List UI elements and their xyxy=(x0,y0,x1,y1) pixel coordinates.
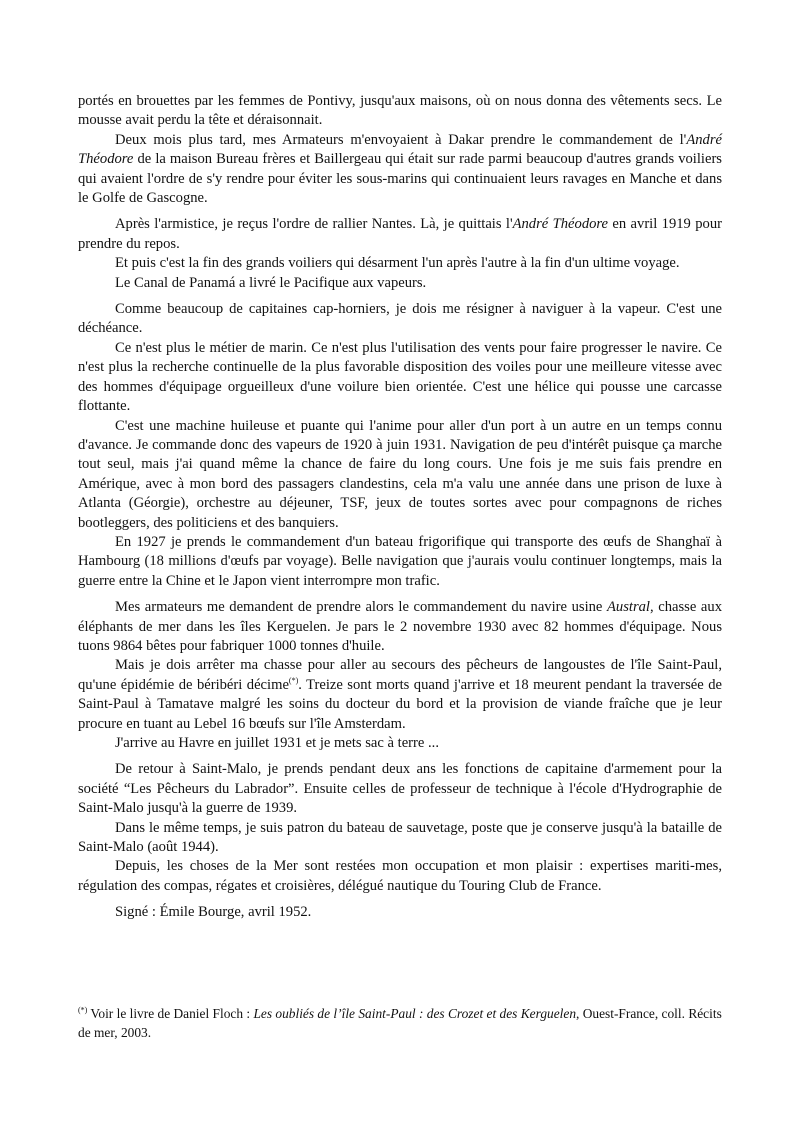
footnote-book-title: Les oubliés de l’île Saint-Paul : des Crozet et des Kerguelen xyxy=(253,1006,577,1021)
text-span: Mais je dois arrêter ma chasse pour aller au secours des pêcheurs de langoustes de l'île Saint-Paul, qu'une épidémie de béribéri décime xyxy=(78,657,722,693)
paragraph: Depuis, les choses de la Mer sont restées mon occupation et mon plaisir : expertises mariti-mes, régulation des compas, régates et croisières, délégué nautique du Touring Club de France. xyxy=(78,858,722,894)
paragraph: J'arrive au Havre en juillet 1931 et je mets sac à terre ... xyxy=(115,735,439,751)
paragraph: C'est une machine huileuse et puante qui l'anime pour aller d'un port à un autre en un temps connu d'avance. Je commande donc des vapeurs de 1920 à juin 1931. Navigation de peu d'intérêt puisque ça marche tout seul, mais j'ai quand même la chance de faire du long cours. Une fois je me suis fais prendre en Amérique, avec à mon bord des passagers clandestins, cela m'a valu une année dans une prison de luxe à Atlanta (Géorgie), orchestre au déjeuner, TSF, jeux de toutes sortes avec pour compagnons de riches bootleggers, des politiciens et des banquiers. xyxy=(78,417,722,531)
text-span: en avril 1919 pour prendre du repos. xyxy=(78,216,722,252)
paragraph: En 1927 je prends le commandement d'un bateau frigorifique qui transporte des œufs de Shanghaï à Hambourg (18 millions d'œufs par voyage). Belle navigation que j'aurais voulu continuer longtemps, mais la guerre entre la Chine et le Japon vient interrompre mon trafic. xyxy=(78,533,722,589)
text-span: Mes armateurs me demandent de prendre alors le commandement du navire usine xyxy=(115,599,607,616)
ship-name: André Théodore xyxy=(78,131,722,168)
ship-name: André Théodore xyxy=(512,216,609,233)
footnote xyxy=(78,1005,722,1042)
paragraph xyxy=(78,215,722,254)
text-span: Après l'armistice, je reçus l'ordre de rallier Nantes. Là, je quittais l' xyxy=(115,216,513,233)
text-span: de la maison Bureau frères et Baillergeau qui était sur rade parmi beaucoup d'autres grands voiliers qui avaient l'ordre de s'y rendre pour éviter les sous-marins qui continuaient leurs ravages en Manche et dans le Golfe de Gascogne. xyxy=(78,151,722,207)
text-span: . Treize sont morts quand j'arrive et 18 meurent pendant la traversée de Saint-Paul à Tamatave malgré les soins du docteur du bord et la provision de viande fraîche que je leur procure en tuant au Lebel 16 bœufs sur l'île Amsterdam. xyxy=(78,676,722,732)
ship-name: Austral xyxy=(607,599,650,616)
paragraph: De retour à Saint-Malo, je prends pendant deux ans les fonctions de capitaine d'armement pour la société “Les Pêcheurs du Labrador”. Ensuite celles de professeur de technique à l'école d'Hydrographie de Saint-Malo jusqu'à la guerre de 1939. xyxy=(78,761,722,817)
paragraph: Dans le même temps, je suis patron du bateau de sauvetage, poste que je conserve jusqu'à la bataille de Saint-Malo (août 1944). xyxy=(78,819,722,856)
paragraph: Le Canal de Panamá a livré le Pacifique aux vapeurs. xyxy=(115,274,427,291)
paragraph: portés en brouettes par les femmes de Pontivy, jusqu'aux maisons, où on nous donna des vêtements secs. Le mousse avait perdu la tête et déraisonnait. xyxy=(78,93,722,129)
text-span: , chasse aux éléphants de mer dans les îles Kerguelen. Je pars le 2 novembre 1930 avec 82 hommes d'équipage. Nous tuons 9864 bêtes pour fabriquer 1000 tonnes d'huile. xyxy=(78,599,722,654)
paragraph xyxy=(78,598,722,656)
footnote-rest: , Ouest-France, coll. Récits de mer, 2003. xyxy=(78,1006,722,1040)
paragraph: Et puis c'est la fin des grands voiliers qui désarment l'un après l'autre à la fin d'un ultime voyage. xyxy=(115,255,680,272)
footnote-marker: (*) xyxy=(78,1005,88,1015)
footnote-lead: Voir le livre de Daniel Floch : xyxy=(87,1006,254,1021)
text-span: Deux mois plus tard, mes Armateurs m'envoyaient à Dakar prendre le commandement de l' xyxy=(115,131,687,148)
paragraph xyxy=(78,656,722,734)
paragraph: Comme beaucoup de capitaines cap-horniers, je dois me résigner à naviguer à la vapeur. C'est une déchéance. xyxy=(78,301,722,337)
paragraph xyxy=(78,131,722,209)
paragraph: Ce n'est plus le métier de marin. Ce n'est plus l'utilisation des vents pour faire progresser le navire. Ce n'est plus la recherche continuelle de la plus favorable disposition des voiles pour une meilleure vitesse avec des hommes d'équipage orgueilleux d'une voilure bien orientée. C'est une hélice qui pousse une carcasse flottante. xyxy=(78,339,722,415)
body-text xyxy=(78,92,722,923)
footnote-reference: (*) xyxy=(288,675,299,685)
signature: Signé : Émile Bourge, avril 1952. xyxy=(115,904,312,921)
